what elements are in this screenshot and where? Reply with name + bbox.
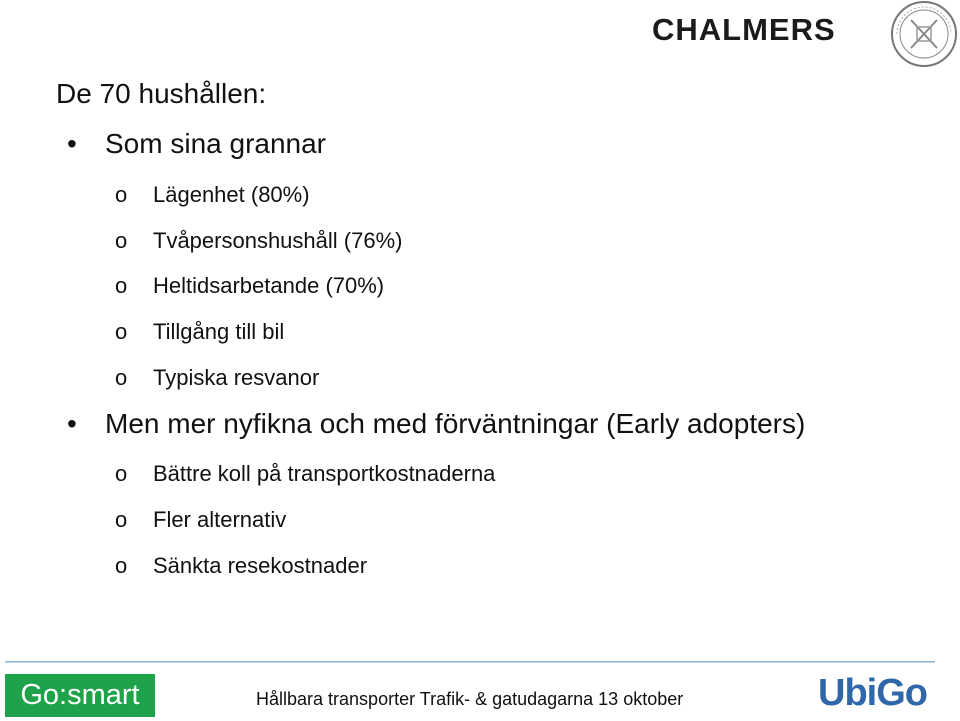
bullet-label: Men mer nyfikna och med förväntningar (Early adopters) [105,408,806,439]
bullet-label: Som sina grannar [105,128,327,159]
sub-bullet-label: Tvåpersonshushåll (76%) [153,228,403,253]
sub-bullet-circle-icon: o [115,182,128,207]
sub-bullet-circle-icon: o [115,365,128,390]
chalmers-logo: CHALMERS [652,12,836,47]
gosmart-logo: Go:smart [5,674,155,717]
footer-text: Hållbara transporter Trafik- & gatudagarna 13 oktober [256,689,684,709]
sub-bullet-circle-icon: o [115,507,128,532]
sub-bullet-label: Typiska resvanor [153,365,320,390]
slide-heading: De 70 hushållen: [56,78,267,109]
sub-bullet-label: Heltidsarbetande (70%) [153,273,385,298]
footer-divider [5,661,935,663]
bullet-dot-icon: • [67,408,77,439]
sub-bullet-label: Bättre koll på transportkostnaderna [153,461,496,486]
sub-bullet-circle-icon: o [115,319,128,344]
ubigo-logo: UbiGo [818,672,927,714]
sub-bullet-circle-icon: o [115,273,128,298]
sub-bullet-circle-icon: o [115,461,128,486]
chalmers-seal-icon [889,0,959,68]
sub-bullet-label: Lägenhet (80%) [153,182,310,207]
sub-bullet-label: Sänkta resekostnader [153,553,368,578]
sub-bullet-label: Tillgång till bil [153,319,285,344]
sub-bullet-circle-icon: o [115,553,128,578]
sub-bullet-circle-icon: o [115,228,128,253]
bullet-dot-icon: • [67,128,77,159]
sub-bullet-label: Fler alternativ [153,507,287,532]
